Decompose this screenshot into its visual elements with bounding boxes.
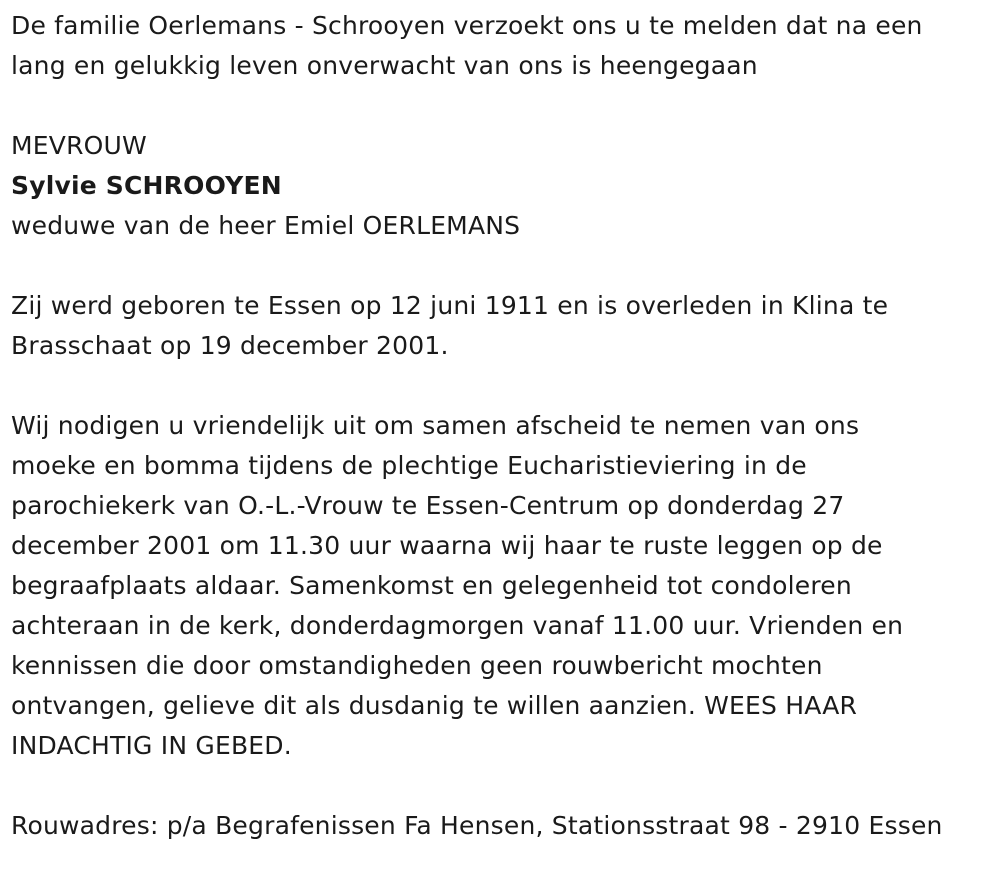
relation-text: weduwe van de heer Emiel OERLEMANS [11, 211, 521, 240]
deceased-name: Sylvie SCHROOYEN [11, 171, 282, 200]
birth-death-text: Zij werd geboren te Essen op 12 juni 1911 en is overleden in Klina te Brasschaat op 19 december 2001. [11, 291, 889, 360]
invitation-text: Wij nodigen u vriendelijk uit om samen afscheid te nemen van ons moeke en bomma tijdens de plechtige Eucharistieviering in de parochiekerk van O.-L.-Vrouw te Essen-Centrum op donderdag 27 december 2001 om 11.30 uur waarna wij haar te ruste leggen op de begraafplaats aldaar. Samenkomst en gelegenheid tot condoleren achteraan in de kerk, donderdagmorgen vanaf 11.00 uur. Vrienden en kennissen die door omstandigheden geen rouwbericht mochten ontvangen, gelieve dit als dusdanig te willen aanzien. WEES HAAR INDACHTIG IN GEBED. [11, 411, 904, 760]
spacer [11, 366, 991, 406]
spacer [11, 86, 991, 126]
honorific: MEVROUW [11, 131, 147, 160]
spacer [11, 246, 991, 286]
death-notice [11, 6, 991, 846]
mourning-address: Rouwadres: p/a Begrafenissen Fa Hensen, Stationsstraat 98 - 2910 Essen [11, 811, 943, 840]
spacer [11, 766, 991, 806]
intro-text: De familie Oerlemans - Schrooyen verzoekt ons u te melden dat na een lang en gelukkig leven onverwacht van ons is heengegaan [11, 11, 923, 80]
